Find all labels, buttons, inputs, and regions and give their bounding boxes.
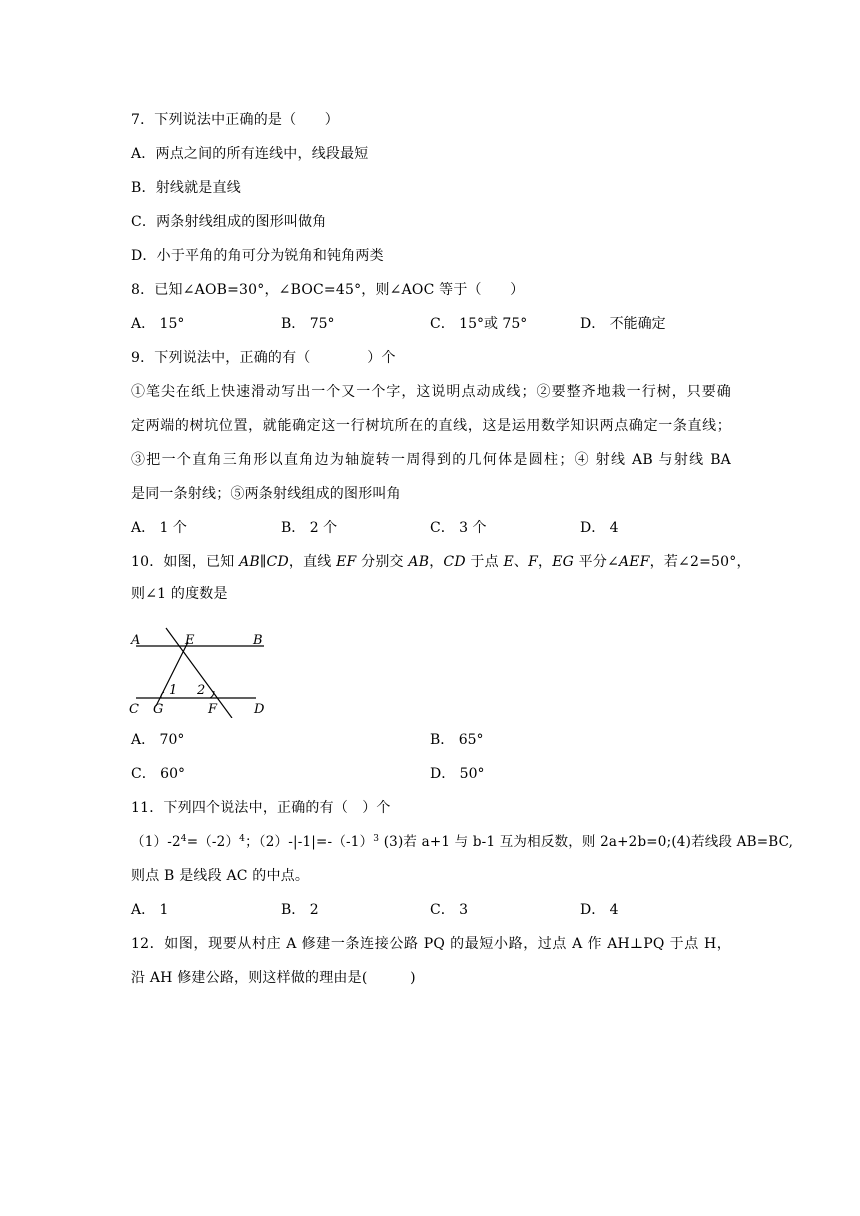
q11-text: (3)若 a+1 与 b-1 互为相反数，则 2a+2b=0;(4)若线段 AB=BC, bbox=[379, 834, 794, 850]
q10-symbol: EG bbox=[552, 554, 575, 570]
q10-text: 平分∠ bbox=[574, 554, 619, 570]
q11-option-c: C． 3 bbox=[430, 902, 469, 918]
q9-stem: 9．下列说法中，正确的有（ ）个 bbox=[131, 350, 396, 366]
exponent: 3 bbox=[373, 834, 380, 844]
q7-option-d: D．小于平角的角可分为锐角和钝角两类 bbox=[131, 248, 384, 264]
q10-text: ， bbox=[538, 554, 553, 570]
q10-stem bbox=[131, 552, 751, 572]
label-f: F bbox=[208, 702, 218, 717]
label-e: E bbox=[185, 633, 195, 648]
q8-option-d: D． 不能确定 bbox=[580, 316, 666, 332]
q8-option-a: A． 15° bbox=[131, 316, 185, 332]
q11-text: （1）-2 bbox=[131, 834, 181, 850]
angle-1-arc bbox=[161, 692, 164, 698]
q9-body-line-3: ③把一个直角三角形以直角边为轴旋转一周得到的几何体是圆柱；④ 射线 AB 与射线 BA bbox=[131, 452, 731, 468]
parallel-lines-figure bbox=[128, 626, 268, 718]
q11-option-d: D． 4 bbox=[580, 902, 619, 918]
q10-text: 分别交 bbox=[356, 554, 409, 570]
q11-option-b: B． 2 bbox=[281, 902, 319, 918]
q11-text: =（-2） bbox=[186, 834, 240, 850]
q8-stem: 8．已知∠AOB=30°，∠BOC=45°，则∠AOC 等于（ ） bbox=[131, 282, 525, 298]
q8-option-c: C． 15°或 75° bbox=[430, 316, 528, 332]
q7-option-a: A．两点之间的所有连线中，线段最短 bbox=[131, 146, 369, 162]
q10-symbol: F bbox=[528, 554, 538, 570]
q12-stem-line-2: 沿 AH 修建公路，则这样做的理由是( ) bbox=[131, 970, 416, 986]
label-angle-1: 1 bbox=[169, 683, 178, 698]
line-ef bbox=[166, 628, 232, 718]
label-c: C bbox=[129, 702, 139, 717]
q10-symbol: AB bbox=[408, 554, 430, 570]
q8-option-b: B． 75° bbox=[281, 316, 335, 332]
q10-option-b: B． 65° bbox=[430, 732, 484, 748]
q9-body-line-4: 是同一条射线；⑤两条射线组成的图形叫角 bbox=[131, 486, 401, 502]
label-a: A bbox=[131, 633, 141, 648]
q9-body-line-2: 定两端的树坑位置，就能确定这一行树坑所在的直线，这是运用数学知识两点确定一条直线； bbox=[131, 418, 731, 434]
label-b: B bbox=[253, 633, 263, 648]
q12-stem-line-1: 12．如图，现要从村庄 A 修建一条连接公路 PQ 的最短小路，过点 A 作 AH⊥PQ 于点 H， bbox=[131, 936, 731, 952]
q10-option-a: A． 70° bbox=[131, 732, 185, 748]
q9-option-a: A． 1 个 bbox=[131, 520, 187, 536]
q9-body-line-1: ①笔尖在纸上快速滑动写出一个又一个字，这说明点动成线；②要整齐地栽一行树，只要确 bbox=[131, 384, 731, 400]
q10-symbol: EF bbox=[336, 554, 357, 570]
q10-symbol: AB∥CD bbox=[239, 554, 289, 570]
q10-text: ，若∠2=50°， bbox=[649, 554, 751, 570]
q11-text: ；（2）-|-1|=-（-1） bbox=[245, 834, 374, 850]
q7-stem: 7．下列说法中正确的是（ ） bbox=[131, 112, 339, 128]
q9-option-c: C． 3 个 bbox=[430, 520, 487, 536]
q11-stem: 11．下列四个说法中，正确的有（ ）个 bbox=[131, 800, 391, 816]
q7-option-b: B．射线就是直线 bbox=[131, 180, 241, 196]
q10-stem-line-2: 则∠1 的度数是 bbox=[131, 586, 228, 602]
q10-option-c: C． 60° bbox=[131, 766, 185, 782]
exponent: 4 bbox=[239, 834, 246, 844]
exponent: 4 bbox=[180, 834, 187, 844]
q9-option-d: D． 4 bbox=[580, 520, 619, 536]
label-angle-2: 2 bbox=[197, 683, 206, 698]
label-g: G bbox=[153, 702, 164, 717]
q10-text: 10．如图，已知 bbox=[131, 554, 240, 570]
q10-symbol: E bbox=[503, 554, 514, 570]
q9-option-b: B． 2 个 bbox=[281, 520, 338, 536]
q10-symbol: CD bbox=[443, 554, 466, 570]
q11-body-line-2: 则点 B 是线段 AC 的中点。 bbox=[131, 868, 310, 884]
q10-text: 于点 bbox=[465, 554, 504, 570]
q10-text: 、 bbox=[513, 554, 529, 570]
q11-option-a: A． 1 bbox=[131, 902, 169, 918]
q10-text: ， bbox=[429, 554, 444, 570]
q10-text: ，直线 bbox=[288, 554, 337, 570]
q10-symbol: AEF bbox=[619, 554, 650, 570]
q11-body-line-1 bbox=[131, 832, 793, 852]
q7-option-c: C．两条射线组成的图形叫做角 bbox=[131, 214, 327, 230]
label-d: D bbox=[254, 702, 265, 717]
q10-option-d: D． 50° bbox=[430, 766, 485, 782]
